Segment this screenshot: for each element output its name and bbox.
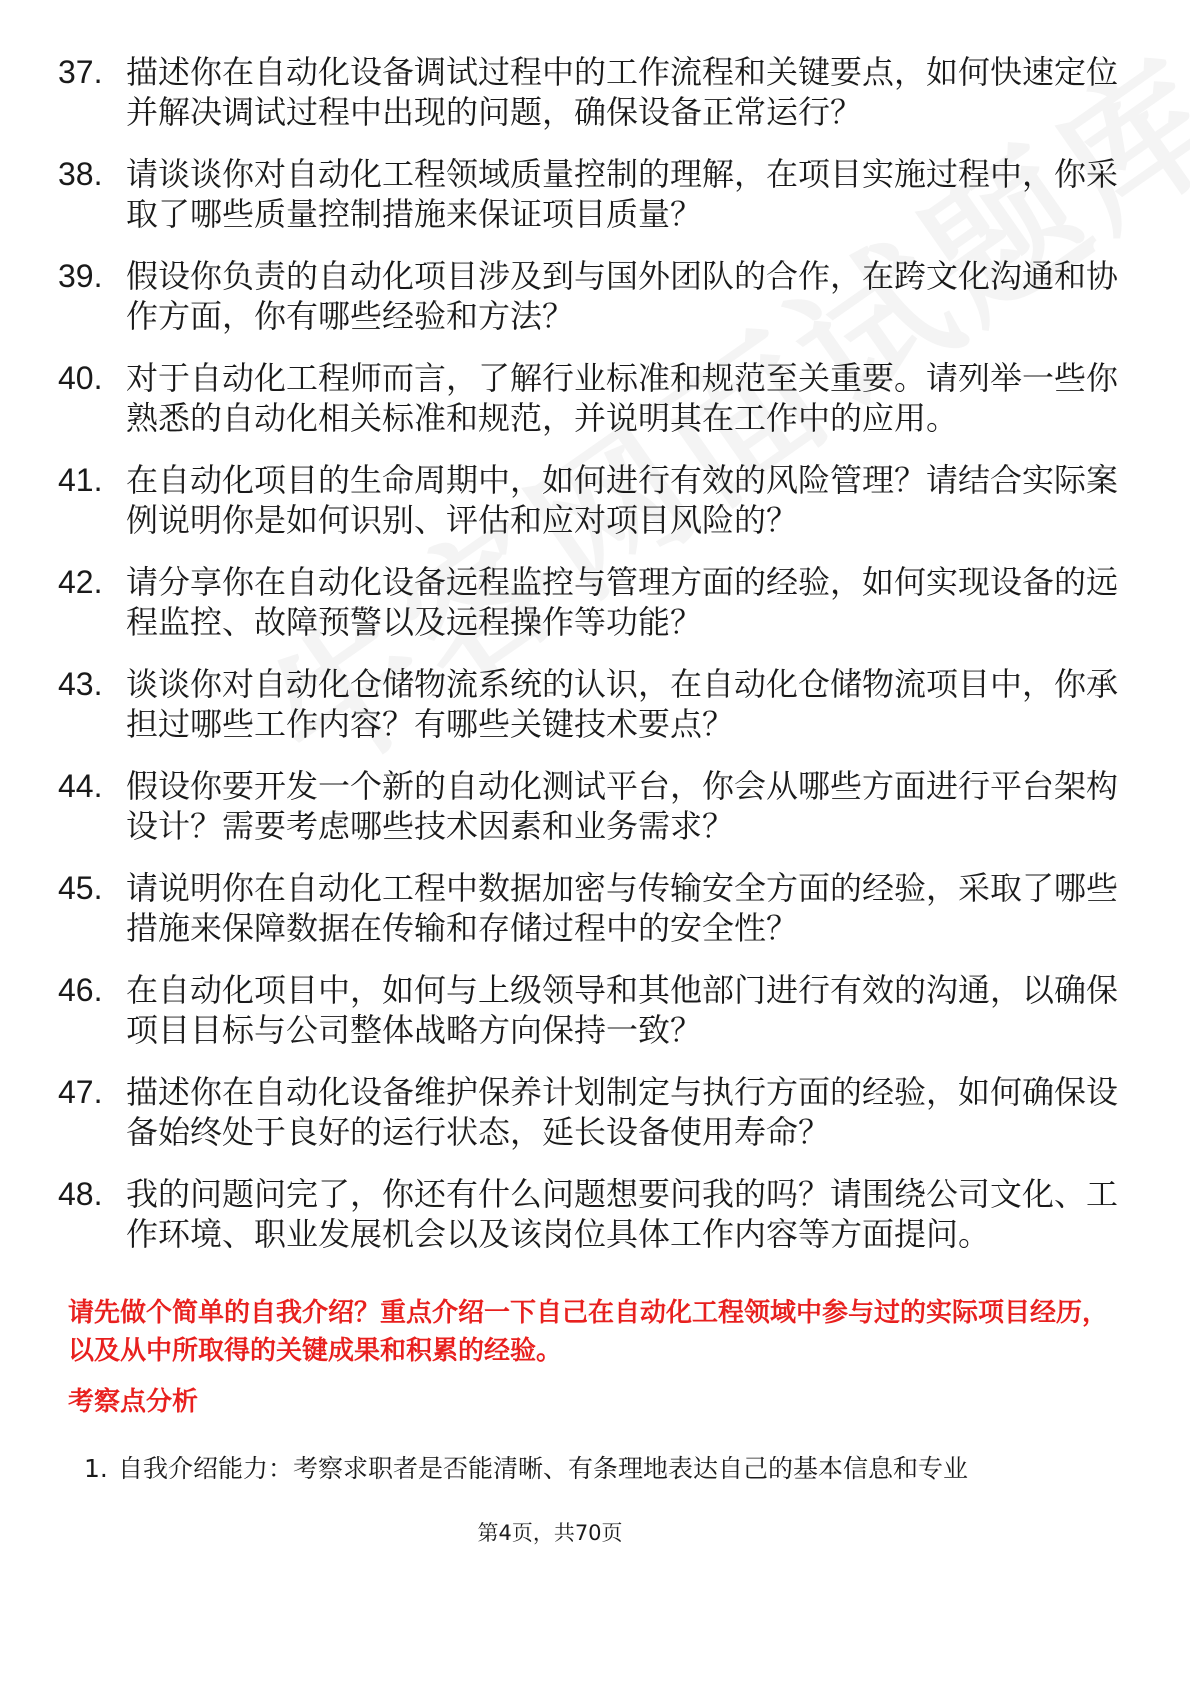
question-text: 请说明你在自动化工程中数据加密与传输安全方面的经验，采取了哪些措施来保障数据在传输和存储过程中的安全性？ xyxy=(126,869,1119,947)
question-item xyxy=(58,52,1118,132)
question-text: 假设你负责的自动化项目涉及到与国外团队的合作，在跨文化沟通和协作方面，你有哪些经验和方法？ xyxy=(126,257,1119,335)
question-item xyxy=(58,358,1118,438)
question-item xyxy=(58,256,1118,336)
question-item xyxy=(58,1072,1118,1152)
question-text: 假设你要开发一个新的自动化测试平台，你会从哪些方面进行平台架构设计？需要考虑哪些技术因素和业务需求？ xyxy=(126,767,1119,845)
question-item xyxy=(58,154,1118,234)
question-number: 37. xyxy=(58,54,103,90)
question-text: 描述你在自动化设备调试过程中的工作流程和关键要点，如何快速定位并解决调试过程中出现的问题，确保设备正常运行？ xyxy=(126,53,1119,131)
question-number: 44. xyxy=(58,768,103,804)
question-text: 请谈谈你对自动化工程领域质量控制的理解，在项目实施过程中，你采取了哪些质量控制措施来保证项目质量？ xyxy=(126,155,1119,233)
question-item xyxy=(58,766,1118,846)
question-text: 我的问题问完了，你还有什么问题想要问我的吗？请围绕公司文化、工作环境、职业发展机会以及该岗位具体工作内容等方面提问。 xyxy=(126,1175,1119,1253)
question-text: 在自动化项目的生命周期中，如何进行有效的风险管理？请结合实际案例说明你是如何识别、评估和应对项目风险的？ xyxy=(126,461,1119,539)
question-text: 在自动化项目中，如何与上级领导和其他部门进行有效的沟通，以确保项目目标与公司整体战略方向保持一致？ xyxy=(126,971,1119,1049)
question-number: 46. xyxy=(58,972,103,1008)
question-text: 请分享你在自动化设备远程监控与管理方面的经验，如何实现设备的远程监控、故障预警以及远程操作等功能？ xyxy=(126,563,1119,641)
question-item xyxy=(58,562,1118,642)
question-number: 42. xyxy=(58,564,103,600)
question-item xyxy=(58,868,1118,948)
analysis-title: 考察点分析 xyxy=(68,1387,199,1417)
analysis-number: 1. xyxy=(84,1454,108,1483)
question-text: 描述你在自动化设备维护保养计划制定与执行方面的经验，如何确保设备始终处于良好的运行状态，延长设备使用寿命？ xyxy=(126,1073,1119,1151)
question-number: 45. xyxy=(58,870,103,906)
question-item xyxy=(58,460,1118,540)
question-text: 谈谈你对自动化仓储物流系统的认识，在自动化仓储物流项目中，你承担过哪些工作内容？有哪些关键技术要点？ xyxy=(126,665,1119,743)
question-item xyxy=(58,1174,1118,1254)
question-number: 47. xyxy=(58,1074,103,1110)
question-number: 48. xyxy=(58,1176,103,1212)
question-number: 43. xyxy=(58,666,103,702)
highlight-question: 请先做个简单的自我介绍？重点介绍一下自己在自动化工程领域中参与过的实际项目经历，以及从中所取得的关键成果和积累的经验。 xyxy=(68,1298,1109,1366)
question-number: 41. xyxy=(58,462,103,498)
analysis-text: 自我介绍能力：考察求职者是否能清晰、有条理地表达自己的基本信息和专业 xyxy=(118,1454,969,1483)
analysis-item xyxy=(84,1452,1124,1486)
question-number: 38. xyxy=(58,156,103,192)
page-footer: 第4页，共70页 xyxy=(477,1521,623,1545)
question-number: 39. xyxy=(58,258,103,294)
question-item xyxy=(58,664,1118,744)
question-text: 对于自动化工程师而言，了解行业标准和规范至关重要。请列举一些你熟悉的自动化相关标准和规范，并说明其在工作中的应用。 xyxy=(126,359,1119,437)
question-item xyxy=(58,970,1118,1050)
question-number: 40. xyxy=(58,360,103,396)
question-list xyxy=(58,52,1118,1276)
